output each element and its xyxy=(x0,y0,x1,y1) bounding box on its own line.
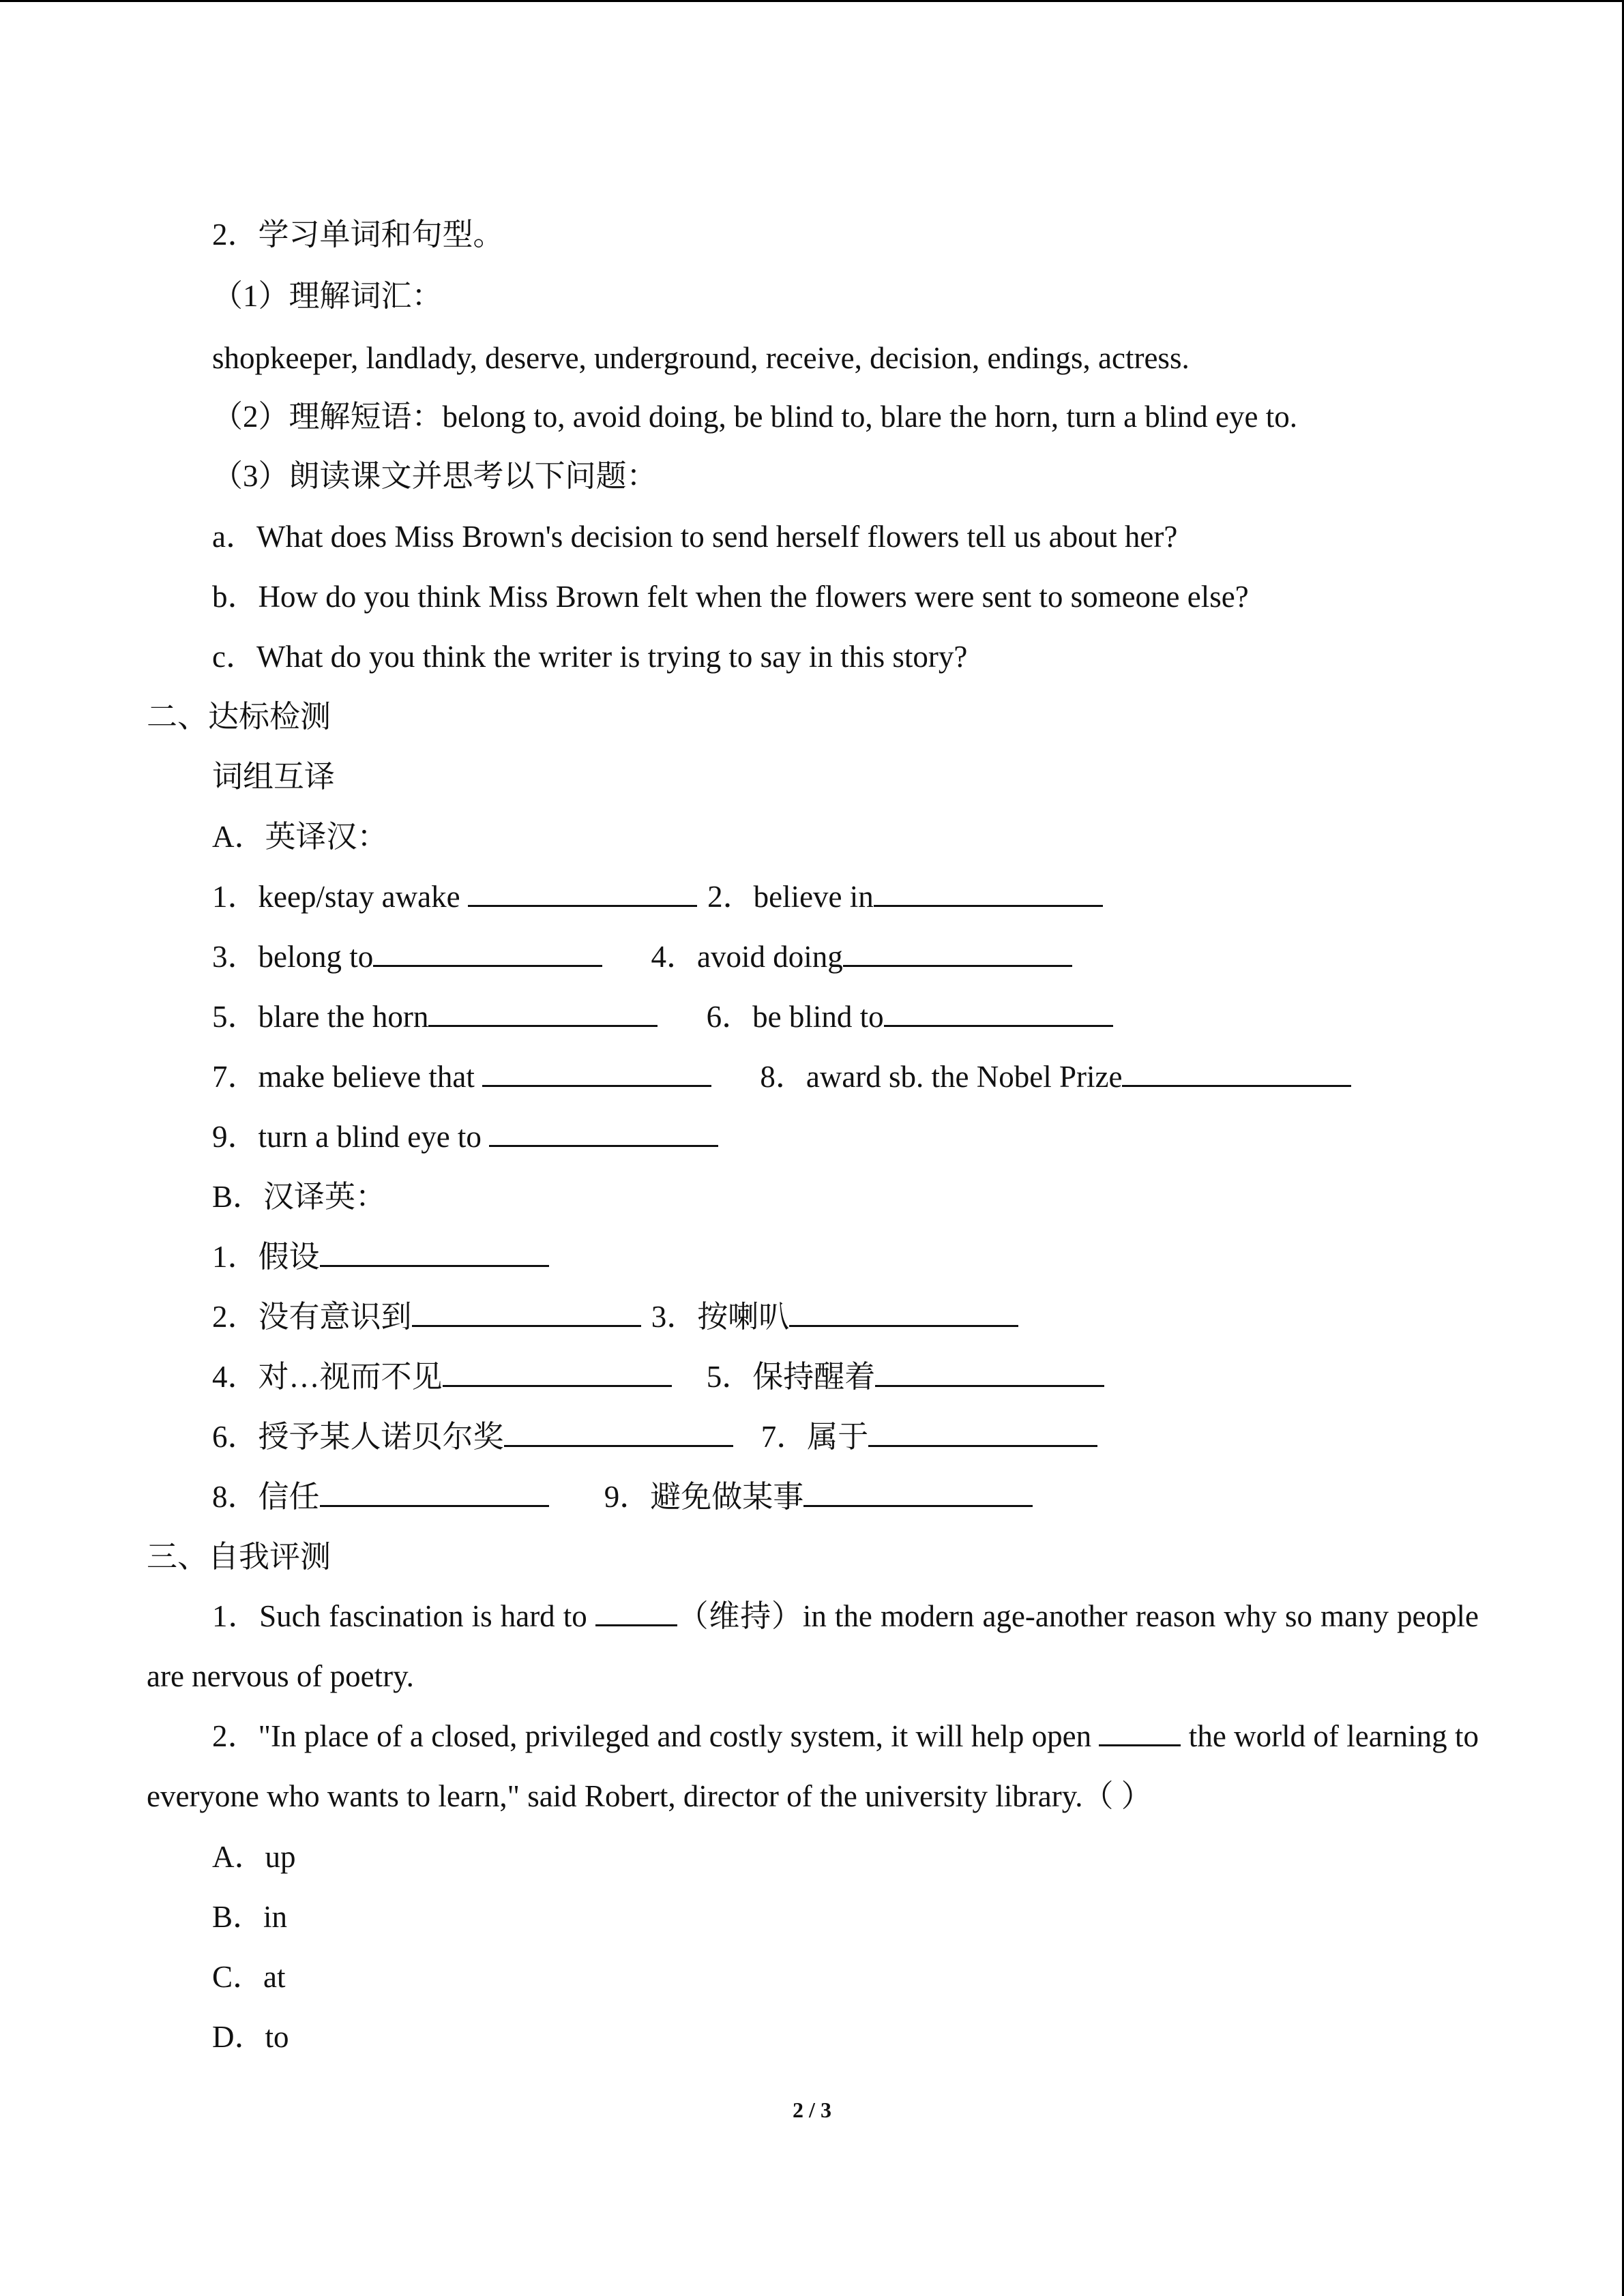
en-row-5 xyxy=(212,1116,718,1157)
en-item-8: 8．award sb. the Nobel Prize xyxy=(760,1060,1123,1094)
en-row-3 xyxy=(212,996,1113,1037)
phrase-translation-heading: 词组互译 xyxy=(212,760,336,794)
answer-blank[interactable] xyxy=(320,1236,549,1267)
answer-blank[interactable] xyxy=(428,996,658,1027)
option-b[interactable]: B．in xyxy=(212,1900,288,1934)
zh-row-3 xyxy=(212,1356,1104,1397)
en-to-zh-heading: A．英译汉： xyxy=(212,820,388,854)
en-row-4 xyxy=(212,1056,1351,1097)
option-a[interactable]: A．up xyxy=(212,1840,296,1874)
question-1 xyxy=(147,1586,1479,1706)
question-1-prefix: 1．Such fascination is hard to xyxy=(212,1599,595,1633)
en-row-2 xyxy=(212,936,1072,977)
zh-row-1 xyxy=(212,1236,549,1277)
zh-item-8: 8．信任 xyxy=(212,1480,320,1514)
en-item-3: 3．belong to xyxy=(212,940,374,974)
answer-blank[interactable] xyxy=(868,1416,1097,1447)
zh-item-1: 1．假设 xyxy=(212,1240,320,1274)
top-border xyxy=(0,0,1624,2)
en-item-2: 2．believe in xyxy=(707,880,874,914)
en-item-7: 7．make believe that xyxy=(212,1060,483,1094)
zh-row-2 xyxy=(212,1296,1018,1337)
option-d[interactable]: D．to xyxy=(212,2020,289,2054)
item-2-heading: 2．学习单词和句型。 xyxy=(212,218,504,252)
answer-blank[interactable] xyxy=(1122,1056,1351,1087)
vocab-heading: （1）理解词汇： xyxy=(212,279,443,313)
answer-blank[interactable] xyxy=(874,876,1103,907)
question-2-prefix: 2．"In place of a closed, privileged and costly system, it will help open xyxy=(212,1719,1099,1753)
zh-item-2: 2．没有意识到 xyxy=(212,1300,412,1334)
question-b: b．How do you think Miss Brown felt when the flowers were sent to someone else? xyxy=(212,580,1249,614)
answer-blank[interactable] xyxy=(884,996,1113,1027)
en-item-6: 6．be blind to xyxy=(706,1000,884,1034)
answer-blank[interactable] xyxy=(504,1416,733,1447)
option-c[interactable]: C．at xyxy=(212,1960,286,1994)
zh-item-4: 4．对…视而不见 xyxy=(212,1360,443,1394)
zh-item-9: 9．避免做某事 xyxy=(604,1480,804,1514)
vocab-list: shopkeeper, landlady, deserve, underground, receive, decision, endings, actress. xyxy=(212,341,1190,375)
en-item-5: 5．blare the horn xyxy=(212,1000,429,1034)
en-item-4: 4．avoid doing xyxy=(651,940,843,974)
zh-item-7: 7．属于 xyxy=(761,1420,869,1454)
answer-blank[interactable] xyxy=(789,1296,1018,1327)
en-row-1 xyxy=(212,876,1103,917)
zh-item-6: 6．授予某人诺贝尔奖 xyxy=(212,1420,504,1454)
question-a: a．What does Miss Brown's decision to send herself flowers tell us about her? xyxy=(212,520,1178,554)
answer-blank[interactable] xyxy=(843,936,1072,967)
en-item-9: 9．turn a blind eye to xyxy=(212,1120,490,1154)
answer-blank[interactable] xyxy=(803,1476,1033,1507)
question-c: c．What do you think the writer is trying to say in this story? xyxy=(212,640,968,674)
answer-blank[interactable] xyxy=(443,1356,672,1387)
page-number: 2 / 3 xyxy=(793,2098,831,2122)
section-2-heading: 二、达标检测 xyxy=(147,700,331,734)
questions-heading: （3）朗读课文并思考以下问题： xyxy=(212,459,658,493)
answer-blank[interactable] xyxy=(482,1056,711,1087)
answer-blank[interactable] xyxy=(489,1116,718,1147)
question-2 xyxy=(147,1706,1479,1826)
phrases-line: （2）理解短语：belong to, avoid doing, be blind to, blare the horn, turn a blind eye to. xyxy=(212,400,1297,434)
zh-row-5 xyxy=(212,1476,1033,1517)
zh-row-4 xyxy=(212,1416,1097,1457)
answer-blank[interactable] xyxy=(320,1476,549,1507)
section-3-heading: 三、自我评测 xyxy=(147,1540,331,1574)
answer-blank[interactable] xyxy=(875,1356,1104,1387)
answer-blank[interactable] xyxy=(595,1596,677,1626)
en-item-1: 1．keep/stay awake xyxy=(212,880,468,914)
zh-to-en-heading: B．汉译英： xyxy=(212,1180,387,1214)
question-2-suffix: the world of learning to everyone who wants to learn," said Robert, director of the university library.（ ） xyxy=(147,1719,1479,1813)
question-1-suffix: （维持）in the modern age-another reason why so many people are nervous of poetry. xyxy=(147,1599,1479,1693)
answer-blank[interactable] xyxy=(468,876,697,907)
answer-blank[interactable] xyxy=(373,936,602,967)
answer-blank[interactable] xyxy=(412,1296,641,1327)
zh-item-3: 3．按喇叭 xyxy=(651,1300,790,1334)
answer-blank[interactable] xyxy=(1099,1716,1181,1746)
zh-item-5: 5．保持醒着 xyxy=(706,1360,876,1394)
